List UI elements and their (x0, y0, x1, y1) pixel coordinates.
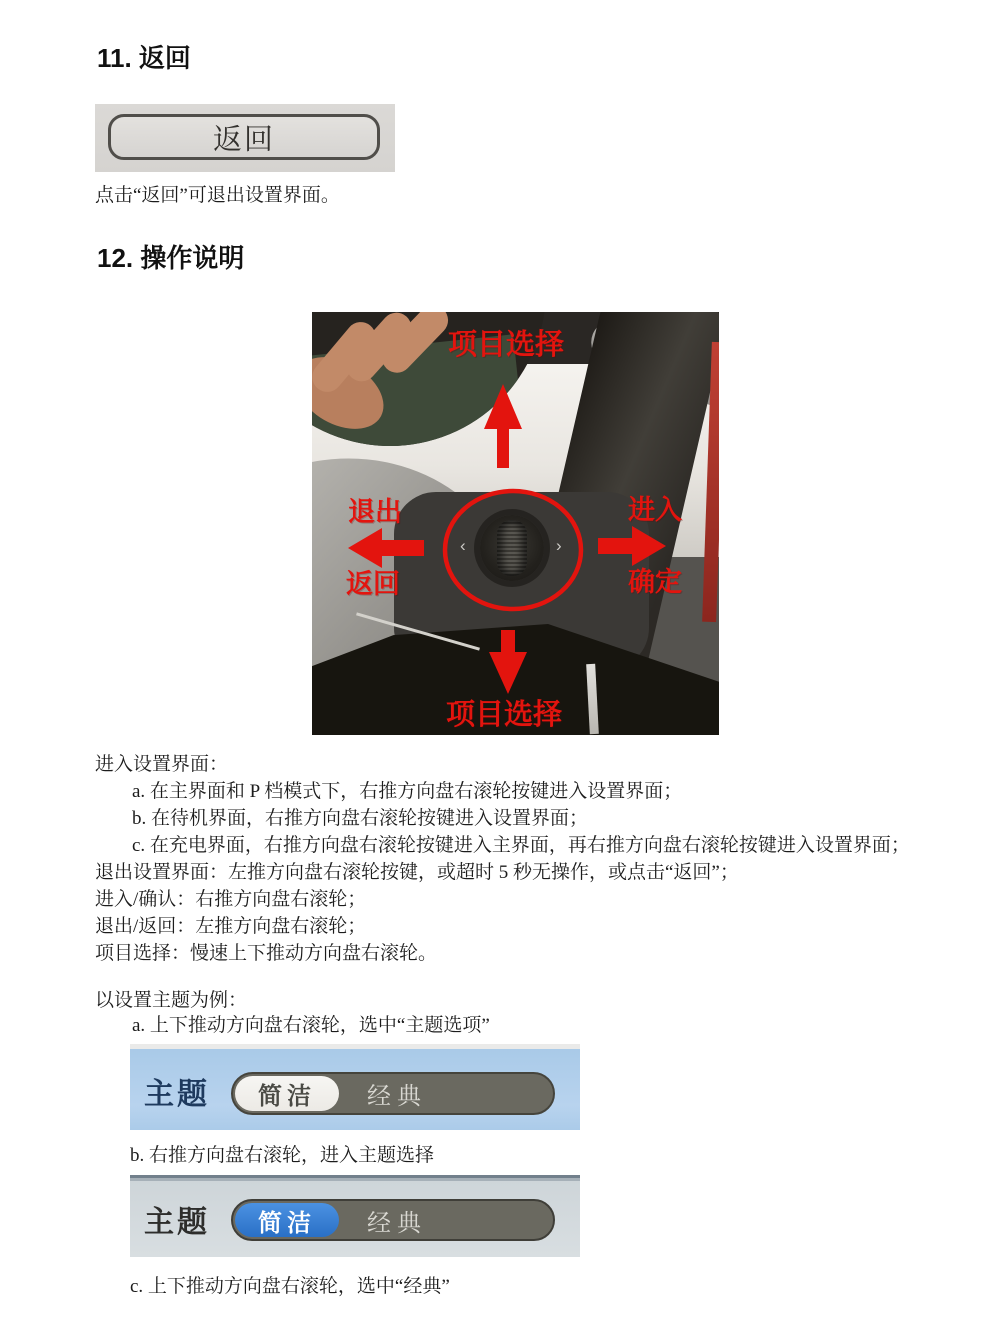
example-step-b: b. 右推方向盘右滚轮，进入主题选择 (130, 1145, 435, 1166)
label-back: 返回 (346, 569, 400, 599)
up-arrow-icon (484, 384, 522, 468)
down-arrow-icon (489, 630, 527, 694)
return-button-screenshot (95, 104, 395, 172)
section-11-caption: 点击“返回”可退出设置界面。 (95, 185, 340, 206)
return-button-image (108, 114, 380, 160)
example-step-a: a. 上下推动方向盘右滚轮，选中“主题选项” (132, 1015, 490, 1036)
instruction-line: b. 在待机界面，右推方向盘右滚轮按键进入设置界面； (132, 808, 589, 829)
label-item-select-bottom: 项目选择 (446, 699, 563, 731)
theme-bar-screenshot-2 (130, 1175, 580, 1257)
red-circle-annotation (445, 491, 581, 609)
scroll-right-glyph: › (556, 536, 562, 555)
theme-option-classic: 经典 (367, 1209, 427, 1237)
example-step-c: c. 上下推动方向盘右滚轮，选中“经典” (130, 1276, 450, 1297)
theme-option-classic: 经典 (367, 1083, 427, 1110)
label-item-select-top: 项目选择 (448, 329, 565, 361)
theme-option-simple-selected: 简洁 (235, 1076, 339, 1111)
theme-label: 主题 (144, 1206, 210, 1239)
label-exit: 退出 (348, 497, 402, 527)
instruction-line: 进入/确认：右推方向盘右滚轮； (95, 889, 367, 910)
theme-bar-screenshot-1 (130, 1044, 580, 1130)
section-11-heading: 11. 返回 (97, 43, 191, 73)
theme-label: 主题 (144, 1078, 210, 1111)
instruction-line: 项目选择：慢速上下推动方向盘右滚轮。 (95, 943, 438, 964)
theme-toggle (231, 1072, 555, 1115)
instruction-line: 退出/返回：左推方向盘右滚轮； (95, 916, 367, 937)
return-button-label: 返回 (212, 123, 275, 156)
section-12-heading: 12. 操作说明 (97, 243, 245, 273)
label-enter: 进入 (628, 495, 682, 525)
scroll-left-glyph: ‹ (460, 536, 466, 555)
label-confirm: 确定 (628, 567, 682, 597)
instruction-line: a. 在主界面和 P 档模式下，右推方向盘右滚轮按键进入设置界面； (132, 781, 683, 802)
example-intro: 以设置主题为例： (95, 990, 248, 1011)
steering-wheel-photo (312, 312, 719, 735)
instruction-line: 退出设置界面：左推方向盘右滚轮按键，或超时 5 秒无操作，或点击“返回”； (95, 862, 739, 883)
instruction-line: c. 在充电界面，右推方向盘右滚轮按键进入主界面，再右推方向盘右滚轮按键进入设置界面； (132, 835, 910, 856)
theme-option-simple-selected-blue: 简洁 (235, 1203, 339, 1237)
theme-toggle (231, 1199, 555, 1241)
instruction-line: 进入设置界面： (95, 754, 229, 775)
